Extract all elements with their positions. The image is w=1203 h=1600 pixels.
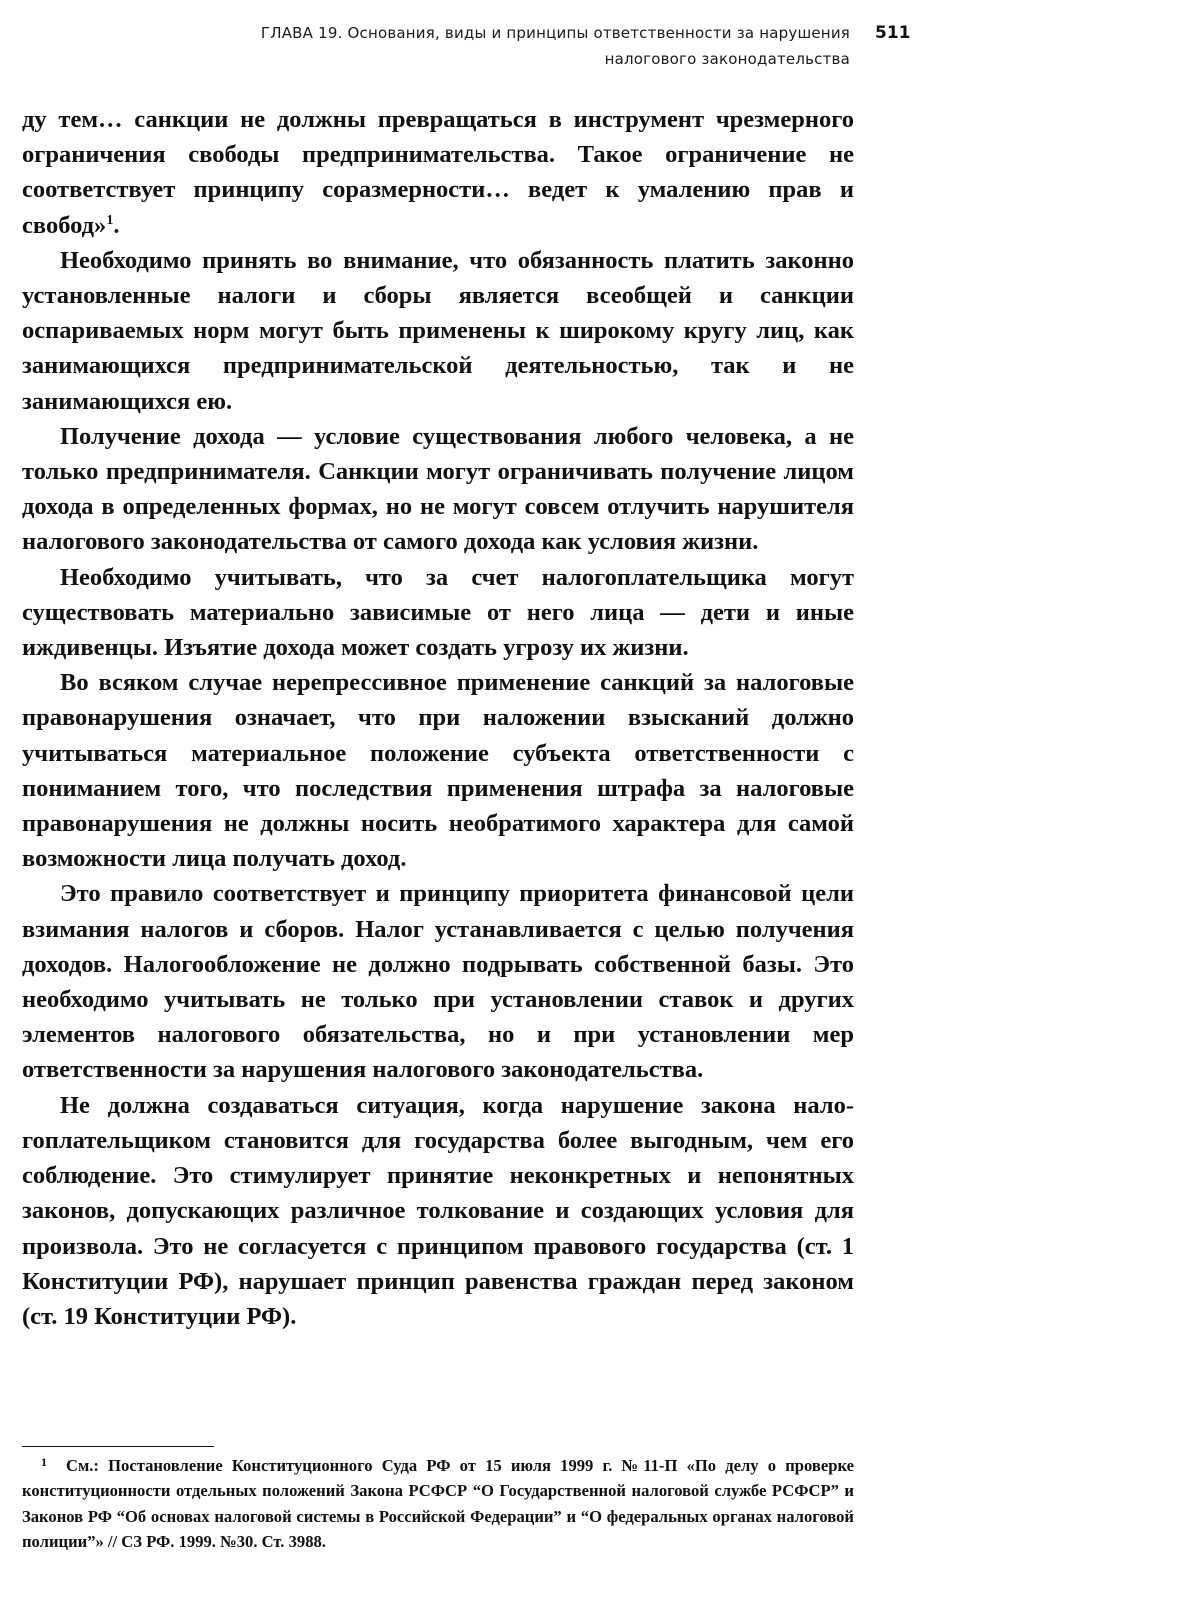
running-head	[140, 20, 850, 72]
footnote-mark: 1	[41, 1455, 47, 1469]
paragraph: Необходимо учитывать, что за счет налогоплательщика могут существовать материально зависимые от него лица — дети и иные иждивенцы. Изъятие дохода может создать угрозу их жизни.	[22, 563, 854, 662]
paragraph-tail: .	[113, 211, 120, 239]
paragraph: Во всяком случае нерепрессивное применение санкций за налоговые правонарушения означает, что при наложении взысканий должно учитываться материальное положение субъекта ответственности с пониманием того, что последствия применения штрафа за налоговые правонарушения не должны носить необратимого характера для самой возможности лица получать доход.	[22, 669, 854, 873]
page-number: 511	[875, 23, 911, 43]
paragraph: Получение дохода — условие существования любого человека, а не только предпринимателя. Санкции могут ограничивать получение лицом дохода в определенных формах, но не могут совсем отлучить нарушителя налогового законодательства от самого дохода как условия жизни.	[22, 422, 854, 556]
footnote	[22, 1453, 854, 1555]
main-text	[22, 102, 854, 1334]
footnote-text: См.: Постановление Конституционного Суда РФ от 15 июля 1999 г. №11-П «По делу о проверке конституционности отдельных положений Закона РСФСР “О Государственной налоговой службе РСФСР” и Законов РФ “Об основах налоговой системы в Российской Федерации” и “О федеральных органах налоговой полиции”» // СЗ РФ. 1999. №30. Ст. 3988.	[22, 1456, 854, 1552]
running-head-line-2: налогового законодательства	[604, 50, 850, 68]
paragraph: Это правило соответствует и принципу приоритета финансовой цели взимания налогов и сборов. Налог устанавливается с целью получения доходов. Налогообложение не должно подрывать собственной базы. Это необходимо учитывать не только при установлении ставок и других элементов налогового обязательства, но и при установлении мер ответственности за нарушения налогового законодательства.	[22, 880, 854, 1084]
running-head-line-1: ГЛАВА 19. Основания, виды и принципы ответственности за нарушения	[260, 24, 850, 42]
footnote-separator	[22, 1446, 214, 1447]
paragraph: Не должна создаваться ситуация, когда нарушение закона налогоплательщиком становится для государства более выгодным, чем его соблюдение. Это стимулирует принятие неконкретных и непонятных законов, допускающих различное толкование и создающих условия для произвола. Это не согласуется с принципом правового государства (ст. 1 Конституции РФ), нарушает принцип равенства граждан перед законом (ст. 19 Конституции РФ).	[22, 1091, 854, 1330]
paragraph-text: ду тем… санкции не должны превращаться в инструмент чрезмерного ограничения свободы предпринимательства. Такое ограничение не соответствует принципу соразмерности… ведет к умалению прав и свобод»	[22, 106, 854, 239]
paragraph-continued	[22, 102, 854, 243]
footnote-reference[interactable]: 1	[106, 212, 114, 228]
paragraph: Необходимо принять во внимание, что обязанность платить законно установленные налоги и сборы является всеобщей и санкции оспариваемых норм могут быть применены к широкому кругу лиц, как занимающихся предпринимательской деятельностью, так и не занимающихся ею.	[22, 246, 854, 415]
